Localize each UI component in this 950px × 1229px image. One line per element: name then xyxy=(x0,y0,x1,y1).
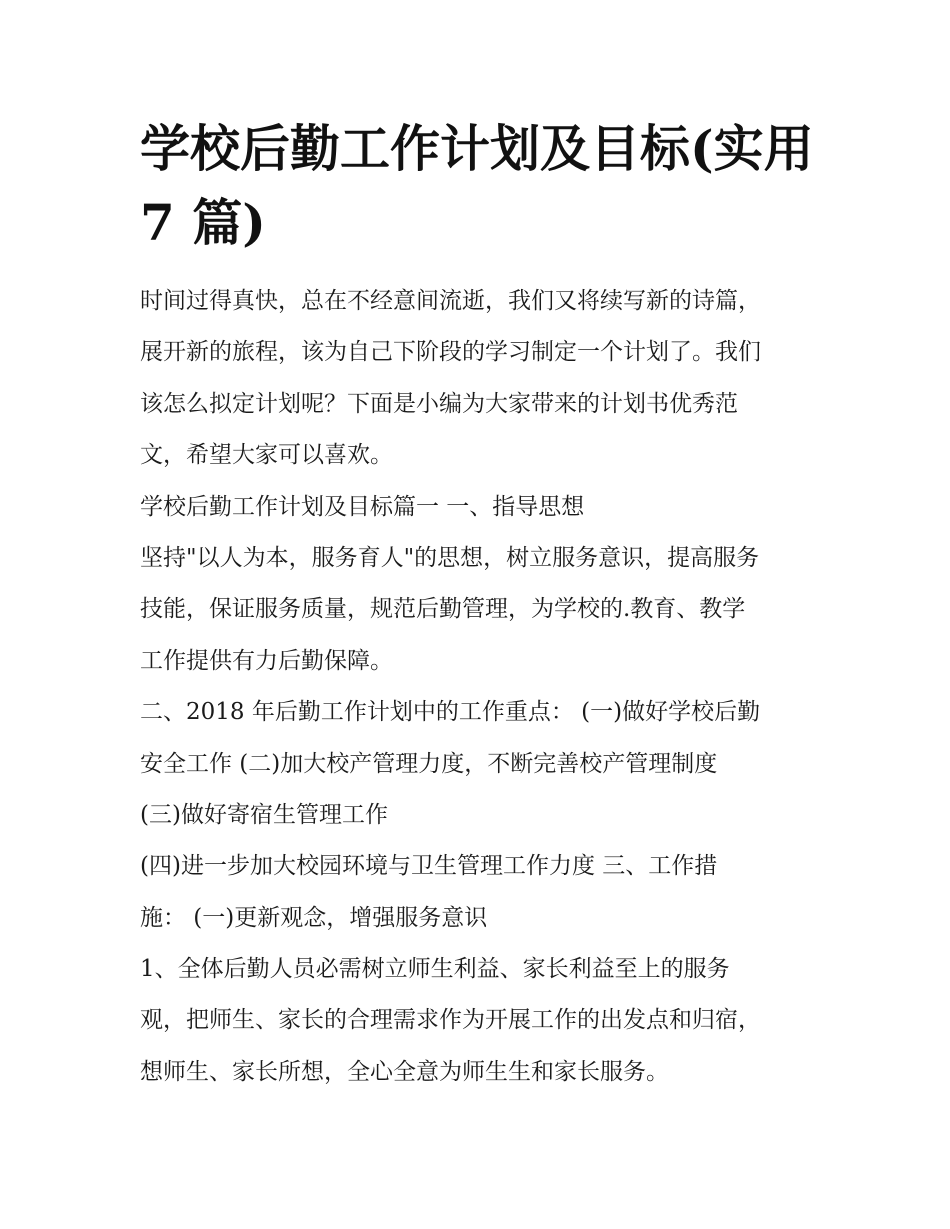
body-line: 观，把师生、家长的合理需求作为开展工作的出发点和归宿， xyxy=(140,1007,761,1034)
body-line: 文，希望大家可以喜欢。 xyxy=(140,442,393,469)
body-line: 施： (一)更新观念，增强服务意识 xyxy=(140,904,488,931)
body-line: 展开新的旅程，该为自己下阶段的学习制定一个计划了。我们 xyxy=(140,339,761,366)
body-line: 该怎么拟定计划呢？下面是小编为大家带来的计划书优秀范 xyxy=(140,390,738,417)
document-title xyxy=(140,112,820,260)
body-line: 想师生、家长所想，全心全意为师生生和家长服务。 xyxy=(140,1058,669,1085)
body-line: 时间过得真快，总在不经意间流逝，我们又将续写新的诗篇， xyxy=(140,288,761,314)
body-line: (四)进一步加大校园环境与卫生管理工作力度 三、工作措 xyxy=(140,853,718,880)
body-line: 技能，保证服务质量，规范后勤管理，为学校的.教育、教学 xyxy=(140,596,746,623)
body-line: 二、2018 年后勤工作计划中的工作重点： (一)做好学校后勤 xyxy=(140,699,761,726)
body-line: 坚持"以人为本，服务育人"的思想，树立服务意识，提高服务 xyxy=(140,544,760,571)
section-heading: 学校后勤工作计划及目标篇一 一、指导思想 xyxy=(140,493,585,520)
document-body xyxy=(140,276,830,1098)
title-line: 7 篇) xyxy=(140,193,266,252)
title-line: 学校后勤工作计划及目标(实用 xyxy=(140,119,814,178)
body-line: 工作提供有力后勤保障。 xyxy=(140,647,393,674)
body-line: 1、全体后勤人员必需树立师生利益、家长利益至上的服务 xyxy=(140,956,730,983)
body-line: (三)做好寄宿生管理工作 xyxy=(140,801,388,828)
body-line: 安全工作 (二)加大校产管理力度，不断完善校产管理制度 xyxy=(140,750,718,777)
